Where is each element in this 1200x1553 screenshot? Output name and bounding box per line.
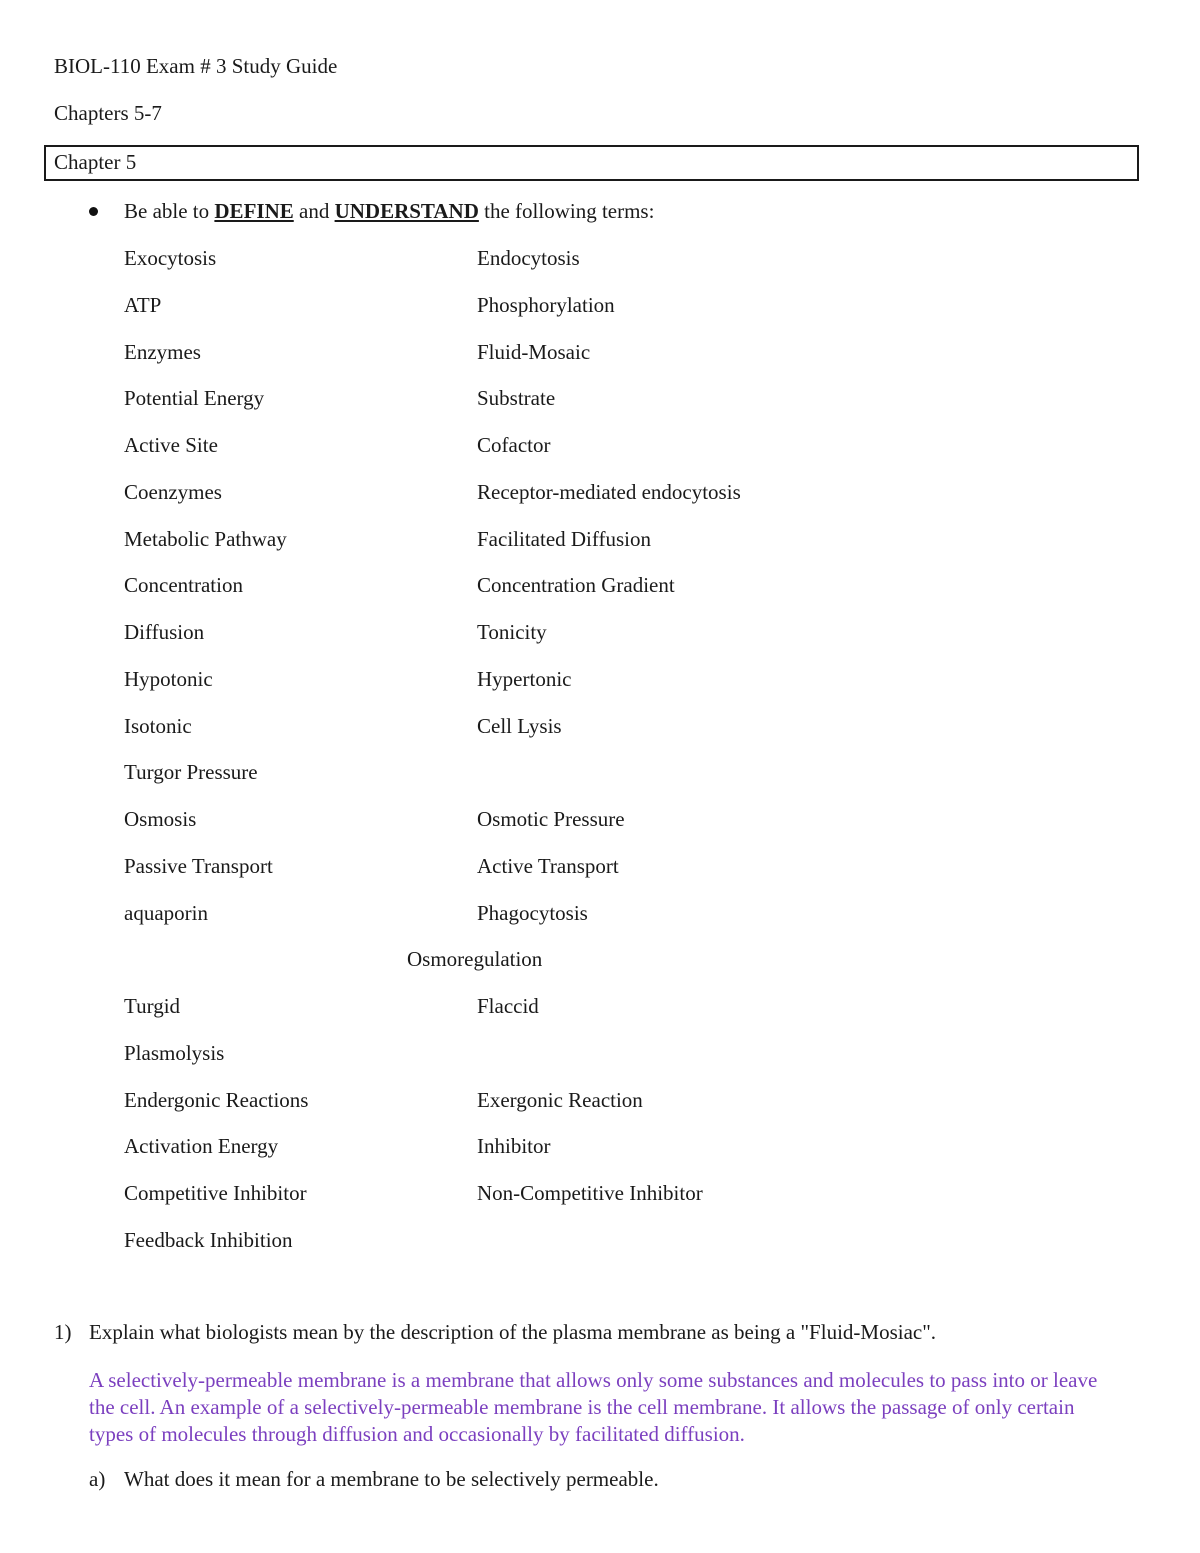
term-item-right: Phosphorylation (477, 293, 615, 317)
subquestion-number: a) (89, 1467, 106, 1491)
term-item-left: Competitive Inhibitor (124, 1181, 307, 1205)
term-item-right: Receptor-mediated endocytosis (477, 480, 741, 504)
term-item-left: Diffusion (124, 620, 205, 644)
term-item-right: Substrate (477, 386, 556, 410)
term-item-right: Cell Lysis (477, 714, 562, 738)
term-item-left: Concentration (124, 573, 243, 597)
term-item-left: Endergonic Reactions (124, 1088, 309, 1112)
term-item-right: Hypertonic (477, 667, 572, 691)
term-item-left: Feedback Inhibition (124, 1228, 293, 1252)
term-item-left: Potential Energy (124, 386, 265, 410)
keyword-understand: UNDERSTAND (334, 199, 479, 223)
term-item-left: Enzymes (124, 340, 201, 364)
term-item-left: Plasmolysis (124, 1041, 225, 1065)
term-item-right: Concentration Gradient (477, 573, 675, 597)
subquestion-text: What does it mean for a membrane to be selectively permeable. (124, 1467, 659, 1491)
term-item-left: Activation Energy (124, 1134, 279, 1158)
instruction-line (124, 199, 654, 224)
question-text: Explain what biologists mean by the description of the plasma membrane as being a "Fluid-Mosiac". (89, 1320, 937, 1344)
chapter-heading-label: Chapter 5 (54, 150, 137, 174)
term-item-left: Exocytosis (124, 246, 217, 270)
keyword-define: DEFINE (214, 199, 294, 223)
term-item-right: Flaccid (477, 994, 539, 1018)
instruction-prefix: Be able to (124, 199, 215, 223)
term-item-right: Endocytosis (477, 246, 580, 270)
instruction-mid: and (293, 199, 335, 223)
term-item-left: Active Site (124, 433, 218, 457)
term-item-right: Inhibitor (477, 1134, 551, 1158)
term-item-right: Tonicity (477, 620, 547, 644)
term-item-left: aquaporin (124, 901, 208, 925)
term-item-left: Passive Transport (124, 854, 273, 878)
term-item-left: ATP (124, 293, 162, 317)
question-number: 1) (54, 1320, 72, 1344)
term-item-left: Hypotonic (124, 667, 213, 691)
term-item-right: Phagocytosis (477, 901, 588, 925)
term-item-left: Metabolic Pathway (124, 527, 287, 551)
term-item-left: Turgid (124, 994, 181, 1018)
instruction-suffix: the following terms: (478, 199, 655, 223)
document-subtitle: Chapters 5-7 (54, 101, 162, 125)
term-item-right: Facilitated Diffusion (477, 527, 651, 551)
term-item-left: Osmosis (124, 807, 197, 831)
bullet-icon (89, 207, 98, 216)
term-item-left: Turgor Pressure (124, 760, 258, 784)
term-item-left: Coenzymes (124, 480, 222, 504)
term-item-right: Active Transport (477, 854, 619, 878)
term-item-centered: Osmoregulation (407, 947, 543, 971)
document-title: BIOL-110 Exam # 3 Study Guide (54, 54, 338, 78)
term-item-right: Osmotic Pressure (477, 807, 625, 831)
chapter-heading-box (44, 145, 1139, 181)
term-item-left: Isotonic (124, 714, 192, 738)
term-item-right: Non-Competitive Inhibitor (477, 1181, 703, 1205)
term-item-right: Cofactor (477, 433, 551, 457)
answer-text: A selectively-permeable membrane is a membrane that allows only some substances and molecules to pass into or leave the cell. An example of a selectively-permeable membrane is the cell membrane. It allows the passage of only certain types of molecules through diffusion and occasionally by facilitated diffusion. (89, 1368, 1098, 1446)
term-item-right: Exergonic Reaction (477, 1088, 643, 1112)
term-item-right: Fluid-Mosaic (477, 340, 591, 364)
